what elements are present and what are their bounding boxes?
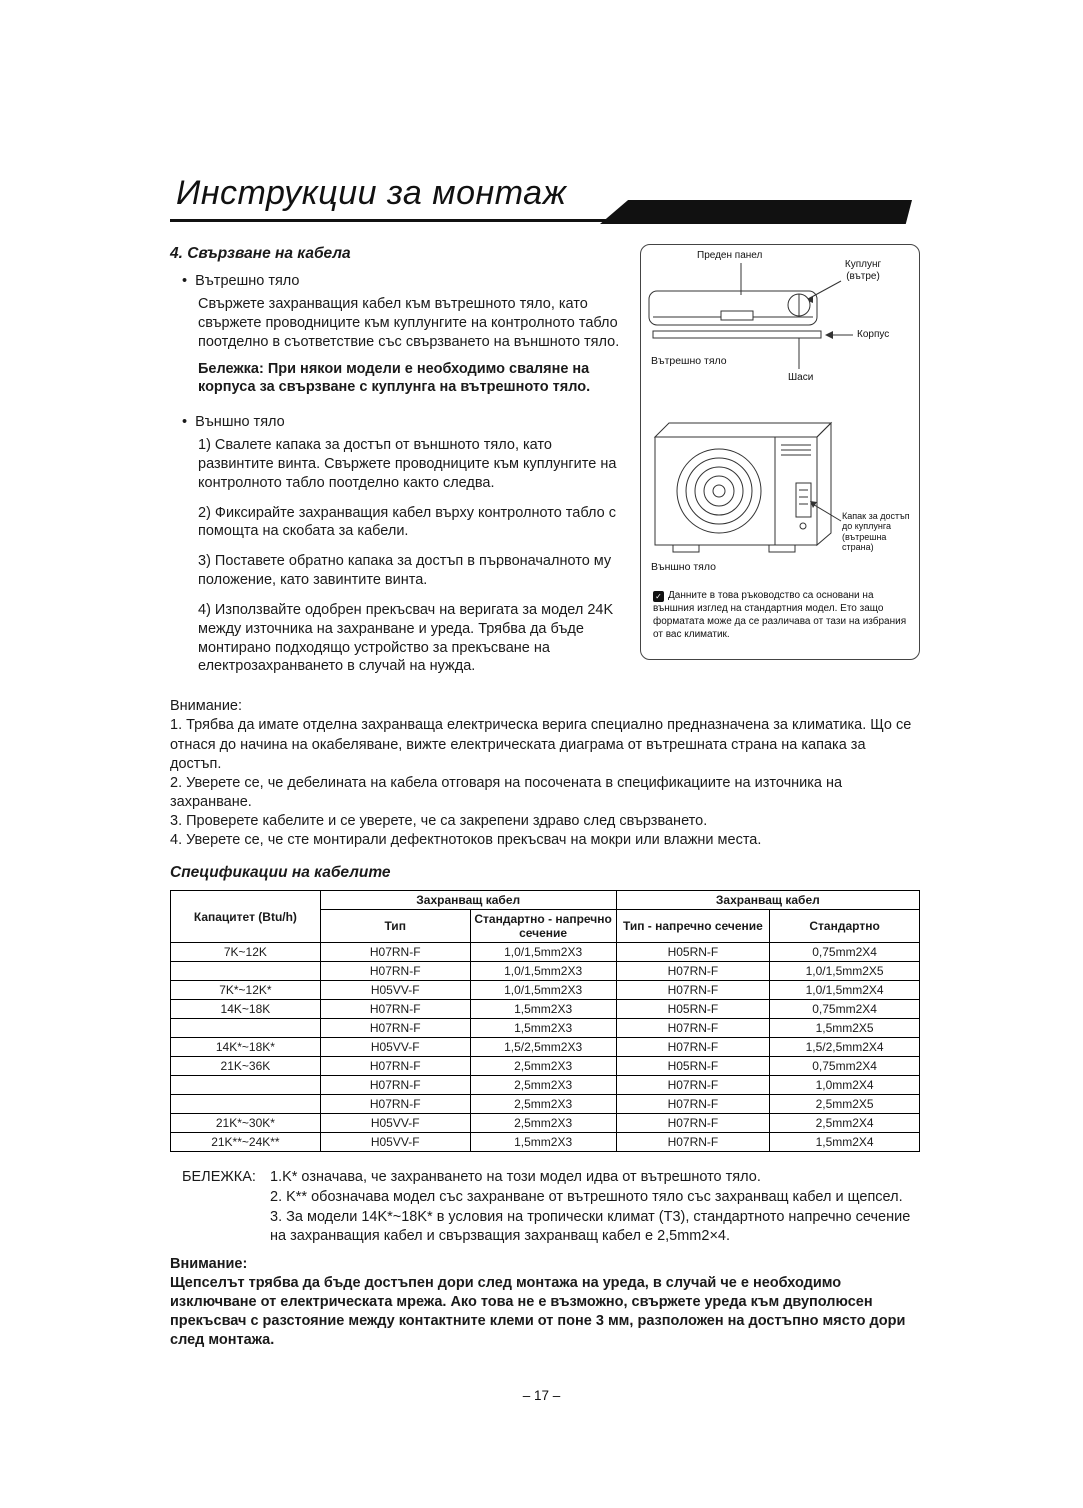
table-cell: 1,0/1,5mm2X4 bbox=[770, 981, 920, 1000]
table-cell: H07RN-F bbox=[616, 962, 770, 981]
specs-table-body bbox=[171, 943, 920, 1152]
table-row bbox=[171, 1038, 920, 1057]
page-title: Инструкции за монтаж bbox=[176, 174, 567, 212]
table-cell: 0,75mm2X4 bbox=[770, 943, 920, 962]
figure-note-text: Данните в това ръководство са основани на външния изглед на стандартния модел. Ето защо форматата може да се различава от тази на избрания от вас климатик. bbox=[653, 590, 907, 640]
caution-item-4: 4. Уверете се, че сте монтирали дефектнотоков прекъсвач на мокри или влажни места. bbox=[170, 832, 762, 849]
indoor-note: Бележка: При някои модели е необходимо сваляне на корпуса за свързване с куплунга на вътрешното тяло. bbox=[198, 360, 591, 396]
table-cell: 1,5mm2X4 bbox=[770, 1133, 920, 1152]
header-group-left: Захранващ кабел bbox=[320, 891, 616, 910]
table-row bbox=[171, 1000, 920, 1019]
table-cell: H07RN-F bbox=[616, 1038, 770, 1057]
table-cell: H05RN-F bbox=[616, 1057, 770, 1076]
table-cell: 2,5mm2X3 bbox=[470, 1076, 616, 1095]
table-cell bbox=[171, 1095, 321, 1114]
header-capacity: Капацитет (Btu/h) bbox=[171, 891, 321, 943]
header-type: Тип bbox=[320, 910, 470, 943]
table-cell bbox=[171, 1076, 321, 1095]
figure-box bbox=[640, 244, 920, 660]
table-cell: H07RN-F bbox=[320, 1019, 470, 1038]
note-item-3: 3. За модели 14K*~18K* в условия на тропически климат (T3), стандартното напречно сечение на захранващия кабел и свързващия захранващ кабел е 2,5mm2×4. bbox=[270, 1209, 911, 1244]
header-standard-section: Стандартно - напречно сечение bbox=[470, 910, 616, 943]
table-row bbox=[171, 981, 920, 1000]
label-coupling: Куплунг (вътре) bbox=[844, 259, 882, 282]
table-row bbox=[171, 1057, 920, 1076]
table-cell: 7K~12K bbox=[171, 943, 321, 962]
caution-item-3: 3. Проверете кабелите и се уверете, че са закрепени здраво след свързването. bbox=[170, 813, 708, 830]
figure-note bbox=[653, 589, 911, 641]
table-row bbox=[171, 943, 920, 962]
table-cell: H07RN-F bbox=[320, 943, 470, 962]
table-cell: H07RN-F bbox=[616, 1095, 770, 1114]
note-check-icon: ✓ bbox=[653, 591, 664, 602]
table-cell: H07RN-F bbox=[616, 1114, 770, 1133]
table-cell: 14K*~18K* bbox=[171, 1038, 321, 1057]
table-cell: 1,5/2,5mm2X4 bbox=[770, 1038, 920, 1057]
label-chassis: Шаси bbox=[788, 372, 814, 383]
outdoor-step-1: 1) Свалете капака за достъп от външното тяло, като развинтите винта. Свържете проводниците към куплунгите на контролното табло поотделно както следва. bbox=[198, 437, 617, 491]
specs-heading: Спецификации на кабелите bbox=[170, 864, 391, 882]
table-cell: 1,5mm2X3 bbox=[470, 1019, 616, 1038]
warning-text: Щепселът трябва да бъде достъпен дори след монтажа на уреда, в случай че е необходимо изключване от електрическата мрежа. Ако това не е възможно, свържете уреда към двуполюсен прекъсвач с разстояние между контактните клеми от поне 3 мм, разположен на достъпно място дори след монтажа. bbox=[170, 1274, 906, 1349]
title-rule bbox=[170, 219, 618, 222]
table-cell bbox=[171, 962, 321, 981]
table-cell: H05VV-F bbox=[320, 1114, 470, 1133]
table-cell: H07RN-F bbox=[320, 1000, 470, 1019]
caution-item-1: 1. Трябва да имате отделна захранваща електрическа верига специално предназначена за климатика. Що се отнася до начина на окабеляване, вижте електрическата диаграма от вътрешната страна на капака за достъп. bbox=[170, 717, 912, 772]
table-cell: 21K*~30K* bbox=[171, 1114, 321, 1133]
table-cell: 2,5mm2X3 bbox=[470, 1095, 616, 1114]
table-cell: H05RN-F bbox=[616, 943, 770, 962]
table-cell: H07RN-F bbox=[616, 981, 770, 1000]
table-cell: H07RN-F bbox=[320, 1057, 470, 1076]
table-cell: H07RN-F bbox=[616, 1019, 770, 1038]
title-band bbox=[170, 168, 920, 230]
outdoor-step-3: 3) Поставете обратно капака за достъп в първоначалното му положение, като завинтите винта. bbox=[198, 553, 612, 589]
outdoor-step-4: 4) Използвайте одобрен прекъсвач на веригата за модел 24K между източника на захранване и уреда. Трябва да бъде монтирано подходящо устройство за прекъсване на електрозахранването в случай на нужда. bbox=[198, 601, 614, 675]
section-heading: 4. Свързване на кабела bbox=[170, 245, 351, 262]
caution-label: Внимание: bbox=[170, 698, 243, 715]
table-cell: 0,75mm2X4 bbox=[770, 1000, 920, 1019]
indoor-paragraph: Свържете захранващия кабел към вътрешното тяло, като свържете проводниците към куплунгите на контролното табло поотделно в съответствие със свързването на външното тяло. bbox=[198, 295, 620, 350]
outdoor-bullet-label: Външно тяло bbox=[195, 414, 285, 431]
header-type-section: Тип - напречно сечение bbox=[616, 910, 770, 943]
outdoor-bullet bbox=[182, 413, 626, 432]
table-cell: H07RN-F bbox=[616, 1133, 770, 1152]
indoor-bullet bbox=[182, 272, 626, 291]
note-item-2: 2. K** обозначава модел със захранване от вътрешното тяло със захранващ кабел и щепсел. bbox=[270, 1189, 903, 1206]
table-row bbox=[171, 1114, 920, 1133]
bullet-dot: • bbox=[182, 414, 188, 431]
table-cell: H05RN-F bbox=[616, 1000, 770, 1019]
table-cell: 21K**~24K** bbox=[171, 1133, 321, 1152]
table-cell: 1,0/1,5mm2X3 bbox=[470, 943, 616, 962]
label-front-panel: Преден панел bbox=[697, 250, 763, 261]
table-cell: 1,0/1,5mm2X3 bbox=[470, 962, 616, 981]
bullet-dot: • bbox=[182, 273, 188, 290]
table-cell: 1,5mm2X5 bbox=[770, 1019, 920, 1038]
table-cell: H05VV-F bbox=[320, 1133, 470, 1152]
page-number: – 17 – bbox=[522, 1388, 561, 1403]
outdoor-block bbox=[170, 413, 626, 676]
table-row bbox=[171, 962, 920, 981]
table-cell: 2,5mm2X5 bbox=[770, 1095, 920, 1114]
table-cell: H07RN-F bbox=[320, 1076, 470, 1095]
outdoor-step-2: 2) Фиксирайте захранващия кабел върху контролното табло с помощта на скобата за кабели. bbox=[198, 504, 616, 540]
table-cell: 7K*~12K* bbox=[171, 981, 321, 1000]
note-item-1: 1.K* означава, че захранването на този модел идва от вътрешното тяло. bbox=[270, 1169, 761, 1186]
table-row bbox=[171, 1095, 920, 1114]
notes-items bbox=[270, 1168, 920, 1246]
warning-block bbox=[170, 1255, 920, 1351]
table-cell: H07RN-F bbox=[616, 1076, 770, 1095]
table-group-header-row bbox=[171, 891, 920, 910]
notes-block bbox=[170, 1168, 920, 1246]
notes-label: БЕЛЕЖКА: bbox=[182, 1169, 256, 1186]
table-row bbox=[171, 1019, 920, 1038]
table-row bbox=[171, 1076, 920, 1095]
caution-item-2: 2. Уверете се, че дебелината на кабела отговаря на посочената в спецификациите на източника на захранване. bbox=[170, 774, 843, 810]
table-cell: 2,5mm2X3 bbox=[470, 1057, 616, 1076]
table-cell: 0,75mm2X4 bbox=[770, 1057, 920, 1076]
table-cell: 1,5/2,5mm2X3 bbox=[470, 1038, 616, 1057]
table-row bbox=[171, 1133, 920, 1152]
warning-label: Внимание: bbox=[170, 1255, 248, 1272]
table-cell: H05VV-F bbox=[320, 1038, 470, 1057]
table-cell: H05VV-F bbox=[320, 981, 470, 1000]
label-body: Корпус bbox=[857, 329, 890, 340]
header-group-right: Захранващ кабел bbox=[616, 891, 919, 910]
label-outdoor-unit: Външно тяло bbox=[651, 561, 716, 573]
title-wedge bbox=[600, 200, 912, 224]
table-cell: 1,0/1,5mm2X5 bbox=[770, 962, 920, 981]
table-cell: 1,0mm2X4 bbox=[770, 1076, 920, 1095]
label-access-cover: Капак за достъп до куплунга (вътрешна страна) bbox=[842, 511, 910, 553]
table-cell: 1,0/1,5mm2X3 bbox=[470, 981, 616, 1000]
instructions-column bbox=[170, 244, 626, 687]
indoor-bullet-label: Вътрешно тяло bbox=[195, 273, 300, 290]
table-cell: 14K~18K bbox=[171, 1000, 321, 1019]
table-cell: 2,5mm2X4 bbox=[770, 1114, 920, 1133]
table-cell: 21K~36K bbox=[171, 1057, 321, 1076]
table-cell: H07RN-F bbox=[320, 1095, 470, 1114]
table-cell: 1,5mm2X3 bbox=[470, 1133, 616, 1152]
caution-block bbox=[170, 697, 920, 850]
table-cell: 2,5mm2X3 bbox=[470, 1114, 616, 1133]
label-indoor-unit: Вътрешно тяло bbox=[651, 355, 727, 367]
table-cell: 1,5mm2X3 bbox=[470, 1000, 616, 1019]
table-cell: H07RN-F bbox=[320, 962, 470, 981]
table-cell bbox=[171, 1019, 321, 1038]
header-standard: Стандартно bbox=[770, 910, 920, 943]
content-columns bbox=[170, 244, 920, 687]
cable-specs-table bbox=[170, 890, 920, 1152]
